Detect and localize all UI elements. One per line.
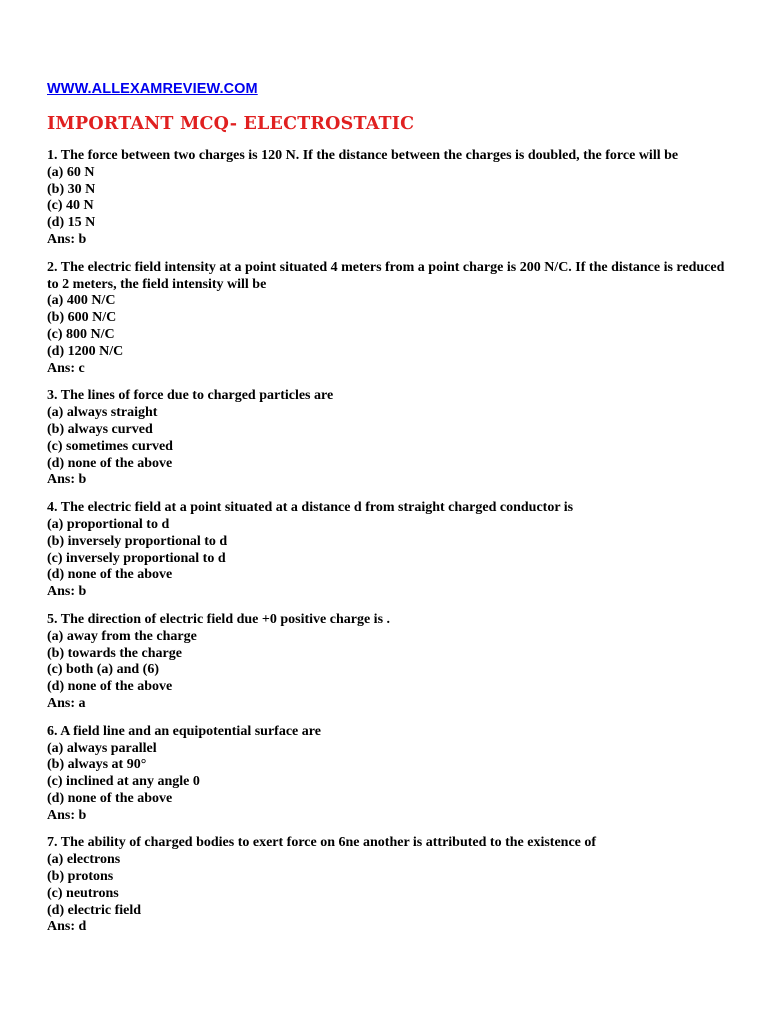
question-5 <box>47 612 737 713</box>
site-link[interactable]: WWW.ALLEXAMREVIEW.COM <box>47 81 258 97</box>
option-c: (c) inclined at any angle 0 <box>47 774 200 790</box>
question-4 <box>47 500 737 601</box>
answer: Ans: b <box>47 584 87 600</box>
question-text: 1. The force between two charges is 120 N. If the distance between the charges is doubled, the force will be <box>47 148 679 163</box>
option-b: (b) protons <box>47 869 114 885</box>
option-c: (c) neutrons <box>47 885 119 901</box>
option-c: (c) inversely proportional to d <box>47 550 226 566</box>
question-text: 7. The ability of charged bodies to exert force on 6ne another is attributed to the existence of <box>47 835 597 851</box>
option-a: (a) 400 N/C <box>47 293 116 309</box>
question-1 <box>47 148 737 249</box>
option-a: (a) proportional to d <box>47 516 170 532</box>
option-b: (b) inversely proportional to d <box>47 533 228 549</box>
option-a: (a) always straight <box>47 405 158 421</box>
answer: Ans: b <box>47 807 87 823</box>
question-7 <box>47 835 737 936</box>
answer: Ans: b <box>47 472 87 488</box>
question-3 <box>47 388 737 489</box>
question-text: 4. The electric field at a point situated at a distance d from straight charged conductor is <box>47 500 574 516</box>
option-d: (d) 1200 N/C <box>47 343 124 359</box>
option-b: (b) towards the charge <box>47 645 182 661</box>
question-text: 3. The lines of force due to charged particles are <box>47 388 334 404</box>
question-text: 2. The electric field intensity at a point situated 4 meters from a point charge is 200 N/C. If the distance is reduced to 2 meters, the field intensity will be <box>47 259 725 292</box>
answer: Ans: b <box>47 231 87 247</box>
option-a: (a) away from the charge <box>47 628 197 644</box>
page-title: IMPORTANT MCQ- ELECTROSTATIC <box>47 114 415 134</box>
answer: Ans: d <box>47 919 87 935</box>
question-6 <box>47 724 737 825</box>
option-d: (d) 15 N <box>47 215 96 231</box>
option-b: (b) 30 N <box>47 181 96 197</box>
option-a: (a) 60 N <box>47 164 95 180</box>
question-text: 6. A field line and an equipotential surface are <box>47 723 321 739</box>
option-c: (c) both (a) and (6) <box>47 662 159 678</box>
option-b: (b) always curved <box>47 421 153 437</box>
option-d: (d) none of the above <box>47 455 173 471</box>
option-c: (c) sometimes curved <box>47 438 173 454</box>
option-d: (d) none of the above <box>47 790 173 806</box>
option-c: (c) 800 N/C <box>47 326 115 342</box>
option-a: (a) electrons <box>47 852 121 868</box>
option-a: (a) always parallel <box>47 740 157 756</box>
question-list <box>47 148 737 947</box>
option-d: (d) none of the above <box>47 679 173 695</box>
option-d: (d) none of the above <box>47 567 173 583</box>
question-text: 5. The direction of electric field due +0 positive charge is . <box>47 611 391 627</box>
question-2 <box>47 260 737 378</box>
option-c: (c) 40 N <box>47 198 94 214</box>
option-b: (b) always at 90° <box>47 757 147 773</box>
answer: Ans: a <box>47 695 86 711</box>
answer: Ans: c <box>47 360 85 376</box>
option-b: (b) 600 N/C <box>47 310 117 326</box>
option-d: (d) electric field <box>47 902 142 918</box>
